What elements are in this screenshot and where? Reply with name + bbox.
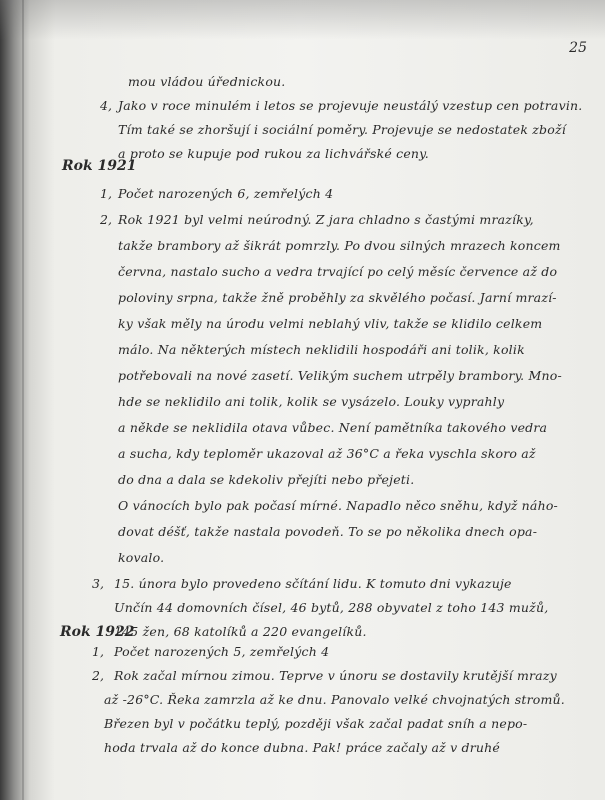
binding-edge bbox=[22, 0, 24, 800]
text-line: a někde se neklidila otava vůbec. Není pamětníka takového vedra bbox=[118, 420, 548, 435]
item-number: 2, bbox=[100, 212, 112, 227]
text-line: poloviny srpna, takže žně proběhly za skvělého počasí. Jarní mrazí- bbox=[118, 290, 557, 305]
text-line: června, nastalo sucho a vedra trvající po celý měsíc července až do bbox=[118, 264, 558, 279]
text-line: Počet narozených 5, zemřelých 4 bbox=[114, 644, 330, 659]
year-heading: Rok 1922 bbox=[60, 624, 135, 640]
item-number: 1, bbox=[92, 644, 104, 659]
text-line: až -26°C. Řeka zamrzla až ke dnu. Panovalo velké chvojnatých stromů. bbox=[104, 692, 565, 707]
text-line: takže brambory až šikrát pomrzly. Po dvou silných mrazech koncem bbox=[118, 238, 561, 253]
text-line: Jako v roce minulém i letos se projevuje neustálý vzestup cen potravin. bbox=[118, 98, 583, 113]
item-number: 1, bbox=[100, 186, 112, 201]
text-line: do dna a dala se kdekoliv přejíti nebo přejeti. bbox=[118, 472, 415, 487]
text-line: dovat déšť, takže nastala povodeň. To se po několika dnech opa- bbox=[118, 524, 538, 539]
text-line: Počet narozených 6, zemřelých 4 bbox=[118, 186, 334, 201]
text-line: hoda trvala až do konce dubna. Pak! práce začaly až v druhé bbox=[104, 740, 500, 755]
item-number: 3, bbox=[92, 576, 104, 591]
text-line: potřebovali na nové zasetí. Velikým suchem utrpěly brambory. Mno- bbox=[118, 368, 562, 383]
text-line: Unčín 44 domovních čísel, 46 bytů, 288 obyvatel z toho 143 mužů, bbox=[114, 600, 549, 615]
text-line: mou vládou úřednickou. bbox=[128, 74, 286, 89]
text-line: Rok začal mírnou zimou. Teprve v únoru se dostavily krutější mrazy bbox=[114, 668, 557, 683]
text-line: málo. Na některých místech neklidili hospodáři ani tolik, kolik bbox=[118, 342, 525, 357]
text-line: kovalo. bbox=[118, 550, 165, 565]
page-number: 25 bbox=[569, 40, 587, 56]
text-line: hde se neklidilo ani tolik, kolik se vysázelo. Louky vyprahly bbox=[118, 394, 505, 409]
text-line: Tím také se zhoršují i sociální poměry. Projevuje se nedostatek zboží bbox=[118, 122, 566, 137]
text-line: O vánocích bylo pak počasí mírné. Napadlo něco sněhu, když náho- bbox=[118, 498, 558, 513]
text-line: ky však měly na úrodu velmi neblahý vliv, takže se klidilo celkem bbox=[118, 316, 543, 331]
item-number: 4, bbox=[100, 98, 112, 113]
year-heading: Rok 1921 bbox=[62, 158, 137, 174]
scan-shadow bbox=[0, 0, 605, 40]
text-line: 145 žen, 68 katolíků a 220 evangelíků. bbox=[114, 624, 367, 639]
item-number: 2, bbox=[92, 668, 104, 683]
text-line: 15. února bylo provedeno sčítání lidu. K tomuto dni vykazuje bbox=[114, 576, 512, 591]
text-line: Rok 1921 byl velmi neúrodný. Z jara chladno s častými mrazíky, bbox=[118, 212, 534, 227]
text-line: a proto se kupuje pod rukou za lichvářské ceny. bbox=[118, 146, 429, 161]
text-line: Březen byl v počátku teplý, později však začal padat sníh a nepo- bbox=[104, 716, 528, 731]
text-line: a sucha, kdy teploměr ukazoval až 36°C a řeka vyschla skoro až bbox=[118, 446, 536, 461]
